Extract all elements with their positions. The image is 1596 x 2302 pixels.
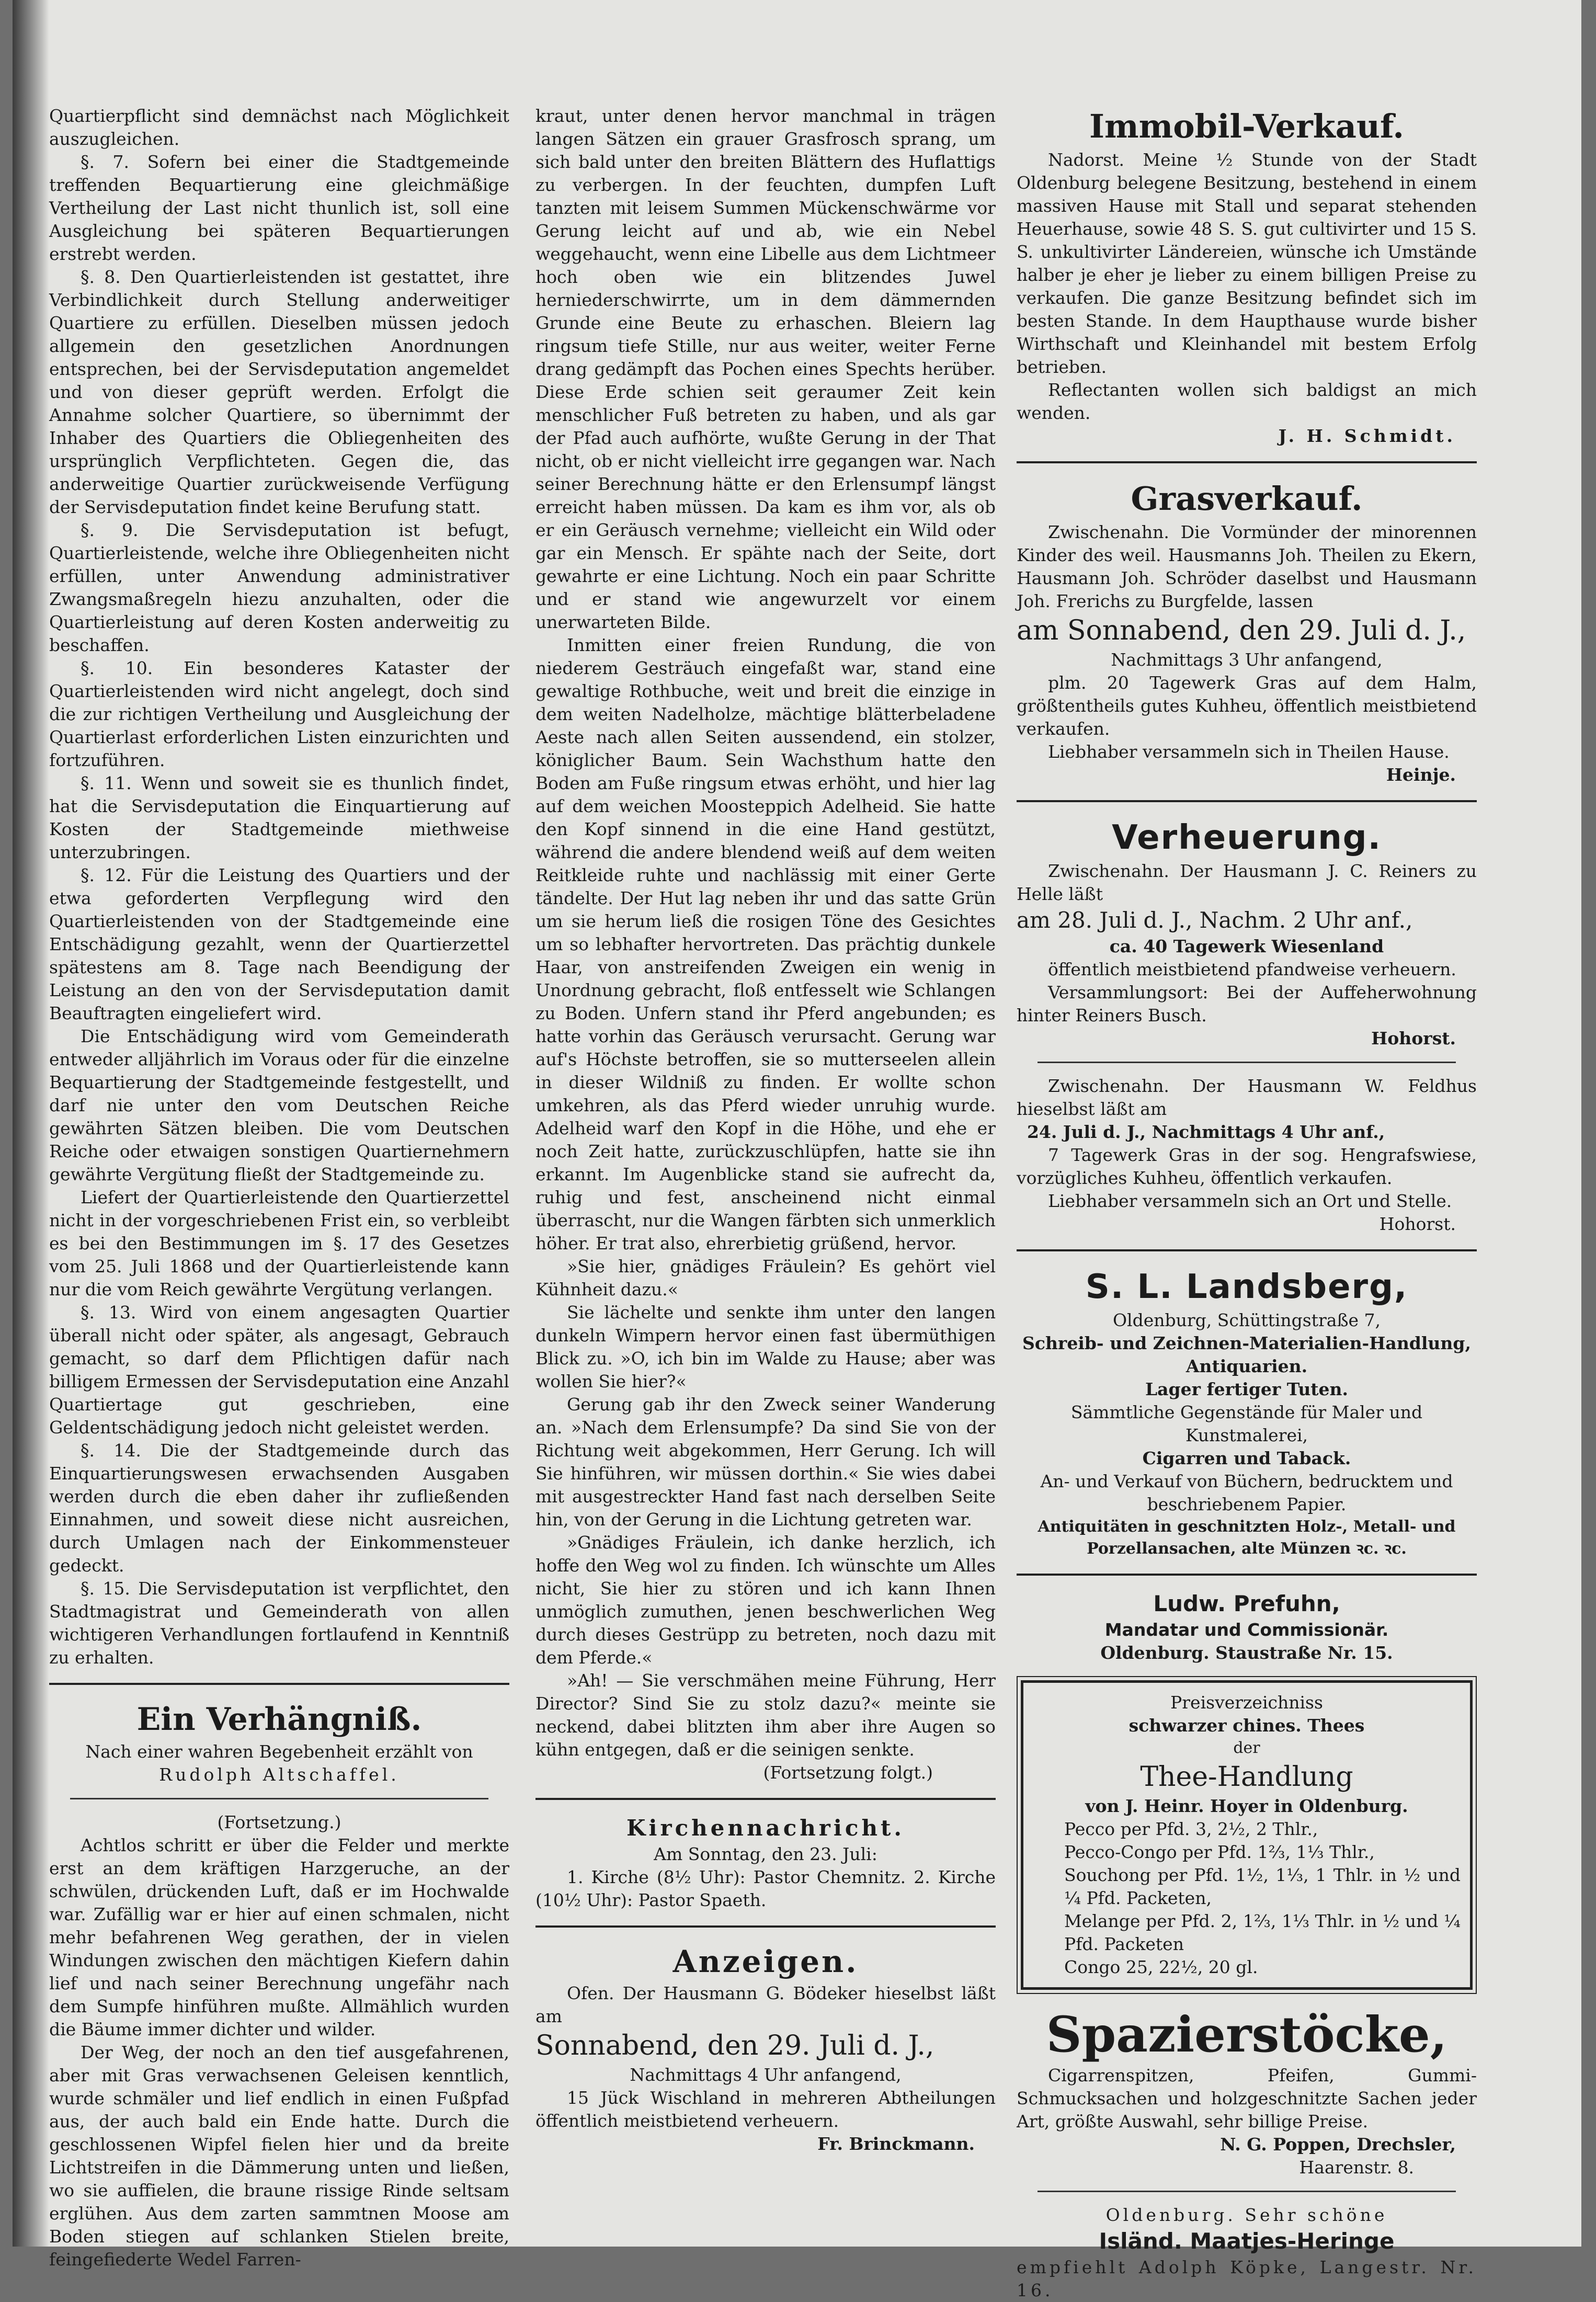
gras-time: Nachmittags 3 Uhr anfangend, — [1111, 649, 1383, 670]
verheuerung-date: am 28. Juli d. J., Nachm. 2 Uhr anf., — [1017, 907, 1413, 933]
prefuhn-title: Ludw. Prefuhn, — [1153, 1591, 1340, 1616]
tea-price-row: Congo 25, 22½, 20 gl. — [1064, 1957, 1258, 1977]
church-news-title: Kirchennachricht. — [626, 1815, 905, 1841]
verheuerung-text: öffentlich meistbietend pfandweise verheuern. — [1048, 959, 1456, 979]
verheuerung-title: Verheuerung. — [1112, 818, 1382, 857]
ad-divider — [1017, 1249, 1477, 1251]
ad-ofen-date: Sonnabend, den 29. Juli d. J., — [535, 2030, 934, 2061]
ad-divider-thin — [1038, 1062, 1456, 1063]
story-title: Ein Verhängniß. — [136, 1701, 422, 1738]
ordinance-paragraph: §. 9. Die Servisdeputation ist befugt, Quartierleistende, welche ihre Obliegenheiten nicht erfüllen, unter Anwendung administrativer Zwangsmaßregeln hiezu anzuhalten, oder die Quartierleistung auf deren Kosten anderweitig zu beschaffen. — [49, 520, 509, 655]
tea-price-row: Pecco-Congo per Pfd. 1⅔, 1⅓ Thlr., — [1064, 1842, 1375, 1862]
story-continuation: (Fortsetzung.) — [217, 1812, 341, 1832]
gras-title: Grasverkauf. — [1131, 480, 1363, 518]
landsberg-items: Sämmtliche Gegenstände für Maler und Kunstmalerei, — [1070, 1402, 1423, 1445]
newspaper-page — [13, 0, 1581, 2300]
spazierstoecke-address: Haarenstr. 8. — [1299, 2157, 1414, 2178]
immobil-signature: J. H. Schmidt. — [1278, 426, 1456, 446]
immobil-note: Reflectanten wollen sich baldigst an mich wenden. — [1017, 380, 1477, 423]
immobil-text: Nadorst. Meine ½ Stunde von der Stadt Oldenburg belegene Besitzung, bestehend in einem massiven Hause mit Stall und separat stehenden Heuerhause, sowie 48 S. S. gut cultivirter und 15 S. S. unkultivirter Ländereien, wünsche ich Umstände halber je eher je lieber zu einem billigen Preise zu verkaufen. Die ganze Besitzung befindet sich im besten Stande. In dem Haupthause wurde bisher Wirthschaft und Kleinhandel mit bestem Erfolg betrieben. — [1017, 150, 1477, 377]
story-continued-note: (Fortsetzung folgt.) — [763, 1762, 933, 1783]
story-paragraph: kraut, unter denen hervor manchmal in trägen langen Sätzen ein grauer Grasfrosch sprang, um sich bald unter den breiten Blättern des Huflattigs zu verbergen. In der feuchten, dumpfen Luft tanzten mit leisem Summen Mückenschwärme vor Gerung leicht auf und ab, wie ein Nebel weggehaucht, wenn eine Libelle aus dem Lichtmeer hoch oben wie ein blitzendes Juwel herniederschwirrte, um in dem dämmernden Grunde eine Beute zu erhaschen. Bleiern lag ringsum tiefe Stille, nur aus weiter, weiter Ferne drang gedämpft das Pochen eines Spechts herüber. Diese Erde schien seit geraumer Zeit kein menschlicher Fuß betreten zu haben, und als gar der Pfad auch aufhörte, wußte Gerung in der That nicht, ob er nicht vielleicht irre gegangen war. Nach seiner Berechnung hätte er den Erlensumpf längst erreicht haben müssen. Da kam es ihm vor, als ob er ein Geräusch vernehme; vielleicht ein Wild oder gar ein Mensch. Er spähte nach der Seite, dort gewahrte er eine Lichtung. Noch ein paar Schritte und er stand wie angewurzelt vor einem unerwarteten Bilde. — [535, 106, 996, 632]
story-paragraph: Inmitten einer freien Rundung, die von niederem Gesträuch eingefaßt war, stand eine gewaltige Rothbuche, weit und breit die einzige in dem weiten Nadelholze, mächtige blätterbeladene Aeste nach allen Seiten aussendend, ein stolzer, königlicher Baum. Sein Wachsthum hatte den Boden am Fuße ringsum etwas erhöht, und hier lag auf dem weichen Moosteppich Adelheid. Sie hatte den Kopf sinnend in die eine Hand gestützt, während die andere blendend weiß auf dem weiten Reitkleide ruhte und nachlässig mit einer Gerte tändelte. Der Hut lag neben ihr und das satte Grün um sie herum ließ die rosigen Töne des Gesichtes um so lebhafter hervortreten. Das prächtig dunkele Haar, von anstreifenden Zweigen ein wenig in Unordnung gebracht, floß entfesselt wie Schlangen zu Boden. Unfern stand ihr Pferd angebunden; es hatte vorhin das Geräusch verursacht. Gerung war auf's Höchste betroffen, sie so mutterseelen allein in dieser Wildniß zu finden. Er wollte schon umkehren, als das Pferd wieder unruhig wurde. Adelheid warf den Kopf in die Höhe, und ehe er noch Zeit hatte, zurückzuschlüpfen, hatte sie ihn erkannt. Im Augenblicke stand sie aufrecht da, ruhig und fest, anscheinend nicht einmal überrascht, nur die Wangen färbten sich unmerklich höher. Er trat also, ehrerbietig grüßend, hervor. — [535, 635, 996, 1253]
section-divider — [49, 1683, 509, 1685]
landsberg-antiquarian: Antiquarien. — [1185, 1356, 1308, 1376]
prefuhn-role: Mandatar und Commissionär. — [1104, 1620, 1389, 1640]
ad-ofen-intro: Ofen. Der Hausmann G. Bödeker hieselbst läßt am — [535, 1983, 996, 2026]
heringe-intro: Oldenburg. Sehr schöne — [1105, 2205, 1388, 2225]
immobil-title: Immobil-Verkauf. — [1089, 107, 1405, 145]
ad-divider-thin — [1038, 2191, 1456, 2192]
story-paragraph: »Ah! — Sie verschmähen meine Führung, Herr Director? Sind Sie zu stolz dazu?« meinte sie neckend, dabei blitzten ihm aber ihre Augen so kühn entgegen, daß er die seinigen senkte. — [535, 1670, 996, 1760]
gras-details: plm. 20 Tagewerk Gras auf dem Halm, größtentheils gutes Kuhheu, öffentlich meistbietend verkaufen. — [1017, 673, 1477, 739]
heringe-vendor: empfiehlt Adolph Köpke, Langestr. Nr. 16. — [1017, 2257, 1477, 2300]
tea-subheading: schwarzer chines. Thees — [1128, 1715, 1365, 1736]
verheuerung-signature: Hohorst. — [1371, 1028, 1456, 1049]
tea-price-list-box — [1021, 1680, 1473, 1990]
story-paragraph: Achtlos schritt er über die Felder und merkte erst an dem kräftigen Harzgeruche, an der schwülen, drückenden Luft, daß er im Hochwalde war. Zufällig war er hier auf einen schmalen, nicht mehr befahrenen Weg gerathen, der in vielen Windungen zwischen den mächtigen Kiefern dahin lief und nach seiner Berechnung ungefähr nach dem Sumpfe hinführen mußte. Allmählich wurden die Bäume immer dichter und wilder. — [49, 1835, 509, 2039]
ordinance-paragraph: §. 13. Wird von einem angesagten Quartier überall nicht oder später, als angesagt, Gebrauch gemacht, so darf dem Pflichtigen dafür nach billigem Ermessen der Servisdeputation eine Anzahl Quartiertage gut geschrieben, eine Geldentschädigung jedoch nicht geleistet werden. — [49, 1302, 509, 1438]
ads-heading: Anzeigen. — [672, 1944, 859, 1979]
gras-date: am Sonnabend, den 29. Juli d. J., — [1017, 615, 1466, 646]
ad-ofen-text: 15 Jück Wischland in mehreren Abtheilungen öffentlich meistbietend verheuern. — [535, 2088, 996, 2131]
page-binding-edge — [13, 0, 49, 2247]
story-paragraph: Gerung gab ihr den Zweck seiner Wanderung an. »Nach dem Erlensumpfe? Da sind Sie von der Richtung weit abgekommen, Herr Gerung. Ich will Sie hinführen, wir müssen dorthin.« Sie wies dabei mit ausgestreckter Hand fast nach derselben Seite hin, von der Gerung in die Lichtung getreten war. — [535, 1394, 996, 1530]
story-subtitle: Nach einer wahren Begebenheit erzählt von — [85, 1741, 473, 1762]
feldhus-text: 7 Tagewerk Gras in der sog. Hengrafswiese, vorzügliches Kuhheu, öffentlich verkaufen. — [1017, 1145, 1477, 1188]
feldhus-signature: Hohorst. — [1379, 1214, 1456, 1234]
verheuerung-place: Versammlungsort: Bei der Auffeherwohnung hinter Reiners Busch. — [1017, 982, 1477, 1025]
story-paragraph: Der Weg, der noch an den tief ausgefahrenen, aber mit Gras verwachsenen Geleisen kenntlich, wurde schmäler und lief endlich in einen Fußpfad aus, der auch bald ein Ende hatte. Durch die geschlossenen Wipfel fielen hier und da breite Lichtstreifen in die Dämmerung unten und ließen, wo sie auffielen, die braune rissige Rinde seltsam erglühen. Aus dem zarten sammtnen Moose am Boden stiegen auf schlanken Stielen breite, feingefiederte Wedel Farren- — [49, 2042, 509, 2270]
church-news-services: 1. Kirche (8½ Uhr): Pastor Chemnitz. 2. Kirche (10½ Uhr): Pastor Spaeth. — [535, 1867, 996, 1910]
tea-der: der — [1233, 1739, 1260, 1757]
feldhus-date: 24. Juli d. J., Nachmittags 4 Uhr anf., — [1027, 1122, 1385, 1142]
ordinance-paragraph: §. 14. Die der Stadtgemeinde durch das Einquartierungswesen erwachsenden Ausgaben werden durch die eben daher ihr zufließenden Einnahmen, und soweit diese nicht ausreichen, durch Umlagen nach der Einkommensteuer gedeckt. — [49, 1440, 509, 1576]
ordinance-paragraph: Liefert der Quartierleistende den Quartierzettel nicht in der vorgeschriebenen Frist ein, so verbleibt es bei den Bestimmungen im §. 17 des Gesetzes vom 25. Juli 1868 und der Quartierleistende kann nur die vom Reich gewährte Vergütung verlangen. — [49, 1187, 509, 1300]
right-column — [1017, 105, 1477, 2302]
landsberg-books: An- und Verkauf von Büchern, bedrucktem und beschriebenem Papier. — [1040, 1471, 1453, 1514]
church-news-date: Am Sonntag, den 23. Juli: — [654, 1844, 877, 1864]
middle-column — [535, 105, 996, 2156]
tea-owner: von J. Heinr. Hoyer in Oldenburg. — [1085, 1796, 1408, 1816]
heringe-title: Isländ. Maatjes-Heringe — [1099, 2228, 1395, 2254]
section-divider — [535, 1925, 996, 1928]
landsberg-shop: Schreib- und Zeichnen-Materialien-Handlung, — [1022, 1333, 1471, 1353]
verheuerung-intro: Zwischenahn. Der Hausmann J. C. Reiners zu Helle läßt — [1017, 861, 1477, 904]
ad-divider — [1017, 1574, 1477, 1576]
story-author: Rudolph Altschaffel. — [159, 1764, 400, 1785]
landsberg-address: Oldenburg, Schüttingstraße 7, — [1112, 1310, 1381, 1330]
tea-price-row: Melange per Pfd. 2, 1⅔, 1⅓ Thlr. in ½ und ¼ Pfd. Packeten — [1064, 1911, 1461, 1954]
ordinance-paragraph: §. 11. Wenn und soweit sie es thunlich findet, hat die Servisdeputation die Einquartierung auf Kosten der Stadtgemeinde miethweise unterzubringen. — [49, 773, 509, 862]
story-paragraph: »Sie hier, gnädiges Fräulein? Es gehört viel Kühnheit dazu.« — [535, 1256, 996, 1300]
feldhus-intro: Zwischenahn. Der Hausmann W. Feldhus hieselbst läßt am — [1017, 1076, 1477, 1119]
section-divider — [535, 1798, 996, 1800]
ad-ofen-signature: Fr. Brinckmann. — [817, 2134, 975, 2154]
spazierstoecke-title: Spazierstöcke, — [1046, 2006, 1447, 2064]
story-divider — [70, 1798, 488, 1799]
landsberg-tuten: Lager fertiger Tuten. — [1145, 1379, 1349, 1399]
landsberg-antiques: Antiquitäten in geschnitzten Holz-, Metall- und Porzellansachen, alte Münzen ꝛc. ꝛc. — [1038, 1518, 1456, 1558]
spazierstoecke-text: Cigarrenspitzen, Pfeifen, Gummi-Schmucksachen und holzgeschnitzte Sachen jeder Art, größte Auswahl, sehr billige Preise. — [1017, 2065, 1477, 2132]
left-column — [49, 105, 509, 2271]
prefuhn-address: Oldenburg. Staustraße Nr. 15. — [1100, 1643, 1393, 1663]
gras-signature: Heinje. — [1386, 765, 1456, 785]
ordinance-paragraph: §. 12. Für die Leistung des Quartiers und der etwa geforderten Verpflegung wird den Quartierleistenden von der Stadtgemeinde eine Entschädigung gezahlt, wenn der Quartierzettel spätestens am 8. Tage nach Beendigung der Leistung an den von der Servisdeputation damit Beauftragten eingeliefert wird. — [49, 865, 509, 1023]
ordinance-paragraph: Die Entschädigung wird vom Gemeinderath entweder alljährlich im Voraus oder für die einzelne Bequartierung der Stadtgemeinde festgestellt, und darf nie unter den vom Deutschen Reiche gewährten Sätzen bleiben. Die vom Deutschen Reiche oder etwaigen sonstigen Quartiernehmern gewährte Vergütung fließt der Stadtgemeinde zu. — [49, 1026, 509, 1184]
landsberg-title: S. L. Landsberg, — [1085, 1268, 1408, 1306]
tea-price-row: Pecco per Pfd. 3, 2½, 2 Thlr., — [1064, 1819, 1318, 1839]
ordinance-paragraph: Quartierpflicht sind demnächst nach Möglichkeit auszugleichen. — [49, 106, 509, 149]
tea-price-row: Souchong per Pfd. 1½, 1⅓, 1 Thlr. in ½ und ¼ Pfd. Packeten, — [1064, 1865, 1461, 1908]
ordinance-paragraph: §. 10. Ein besonderes Kataster der Quartierleistenden wird nicht angelegt, doch sind die zur richtigen Vertheilung und Ausgleichung der Quartierlast erforderlichen Listen einzurichten und fortzuführen. — [49, 658, 509, 770]
ad-divider — [1017, 800, 1477, 802]
ordinance-paragraph: §. 7. Sofern bei einer die Stadtgemeinde treffenden Bequartierung eine gleichmäßige Vertheilung der Last nicht thunlich ist, soll eine Ausgleichung bei späteren Bequartierungen erstrebt werden. — [49, 152, 509, 264]
story-paragraph: Sie lächelte und senkte ihm unter den langen dunkeln Wimpern hervor einen fast übermüthigen Blick zu. »O, ich bin im Walde zu Hause; aber was wollen Sie hier?« — [535, 1302, 996, 1392]
tea-shop-title: Thee-Handlung — [1140, 1761, 1353, 1793]
spazierstoecke-signature: N. G. Poppen, Drechsler, — [1220, 2134, 1456, 2155]
ad-divider — [1017, 461, 1477, 463]
ad-ofen-time: Nachmittags 4 Uhr anfangend, — [630, 2065, 902, 2085]
gras-meeting: Liebhaber versammeln sich in Theilen Hause. — [1048, 742, 1450, 762]
ordinance-paragraph: §. 8. Den Quartierleistenden ist gestattet, ihre Verbindlichkeit durch Stellung anderweitiger Quartiere zu erfüllen. Dieselben müssen jedoch allgemein den gesetzlichen Anordnungen entsprechen, bei der Servisdeputation angemeldet und von dieser geprüft werden. Erfolgt die Annahme solcher Quartiere, so übernimmt der Inhaber des Quartiers die Obliegenheiten des ursprünglich Verpflichteten. Gegen die, das anderweitige Quartier zurückweisende Verfügung der Servisdeputation findet keine Berufung statt. — [49, 267, 509, 517]
feldhus-meeting: Liebhaber versammeln sich an Ort und Stelle. — [1048, 1191, 1452, 1211]
story-paragraph: »Gnädiges Fräulein, ich danke herzlich, ich hoffe den Weg wol zu finden. Ich wünschte um Alles nicht, Sie hier zu stören und ich kann Ihnen unmöglich zumuthen, jenen beschwerlichen Weg durch dieses Gestrüpp zu betreten, noch dazu mit dem Pferde.« — [535, 1532, 996, 1668]
gras-text: Zwischenahn. Die Vormünder der minorennen Kinder des weil. Hausmanns Joh. Theilen zu Ekern, Hausmann Joh. Schröder daselbst und Hausmann Joh. Frerichs zu Burgfelde, lassen — [1017, 522, 1477, 611]
tea-heading: Preisverzeichniss — [1170, 1692, 1323, 1713]
verheuerung-object: ca. 40 Tagewerk Wiesenland — [1109, 936, 1384, 956]
ordinance-paragraph: §. 15. Die Servisdeputation ist verpflichtet, den Stadtmagistrat und Gemeinderath von allen wichtigeren Verhandlungen fortlaufend in Kenntniß zu erhalten. — [49, 1578, 509, 1668]
landsberg-cigars: Cigarren und Taback. — [1142, 1448, 1351, 1468]
